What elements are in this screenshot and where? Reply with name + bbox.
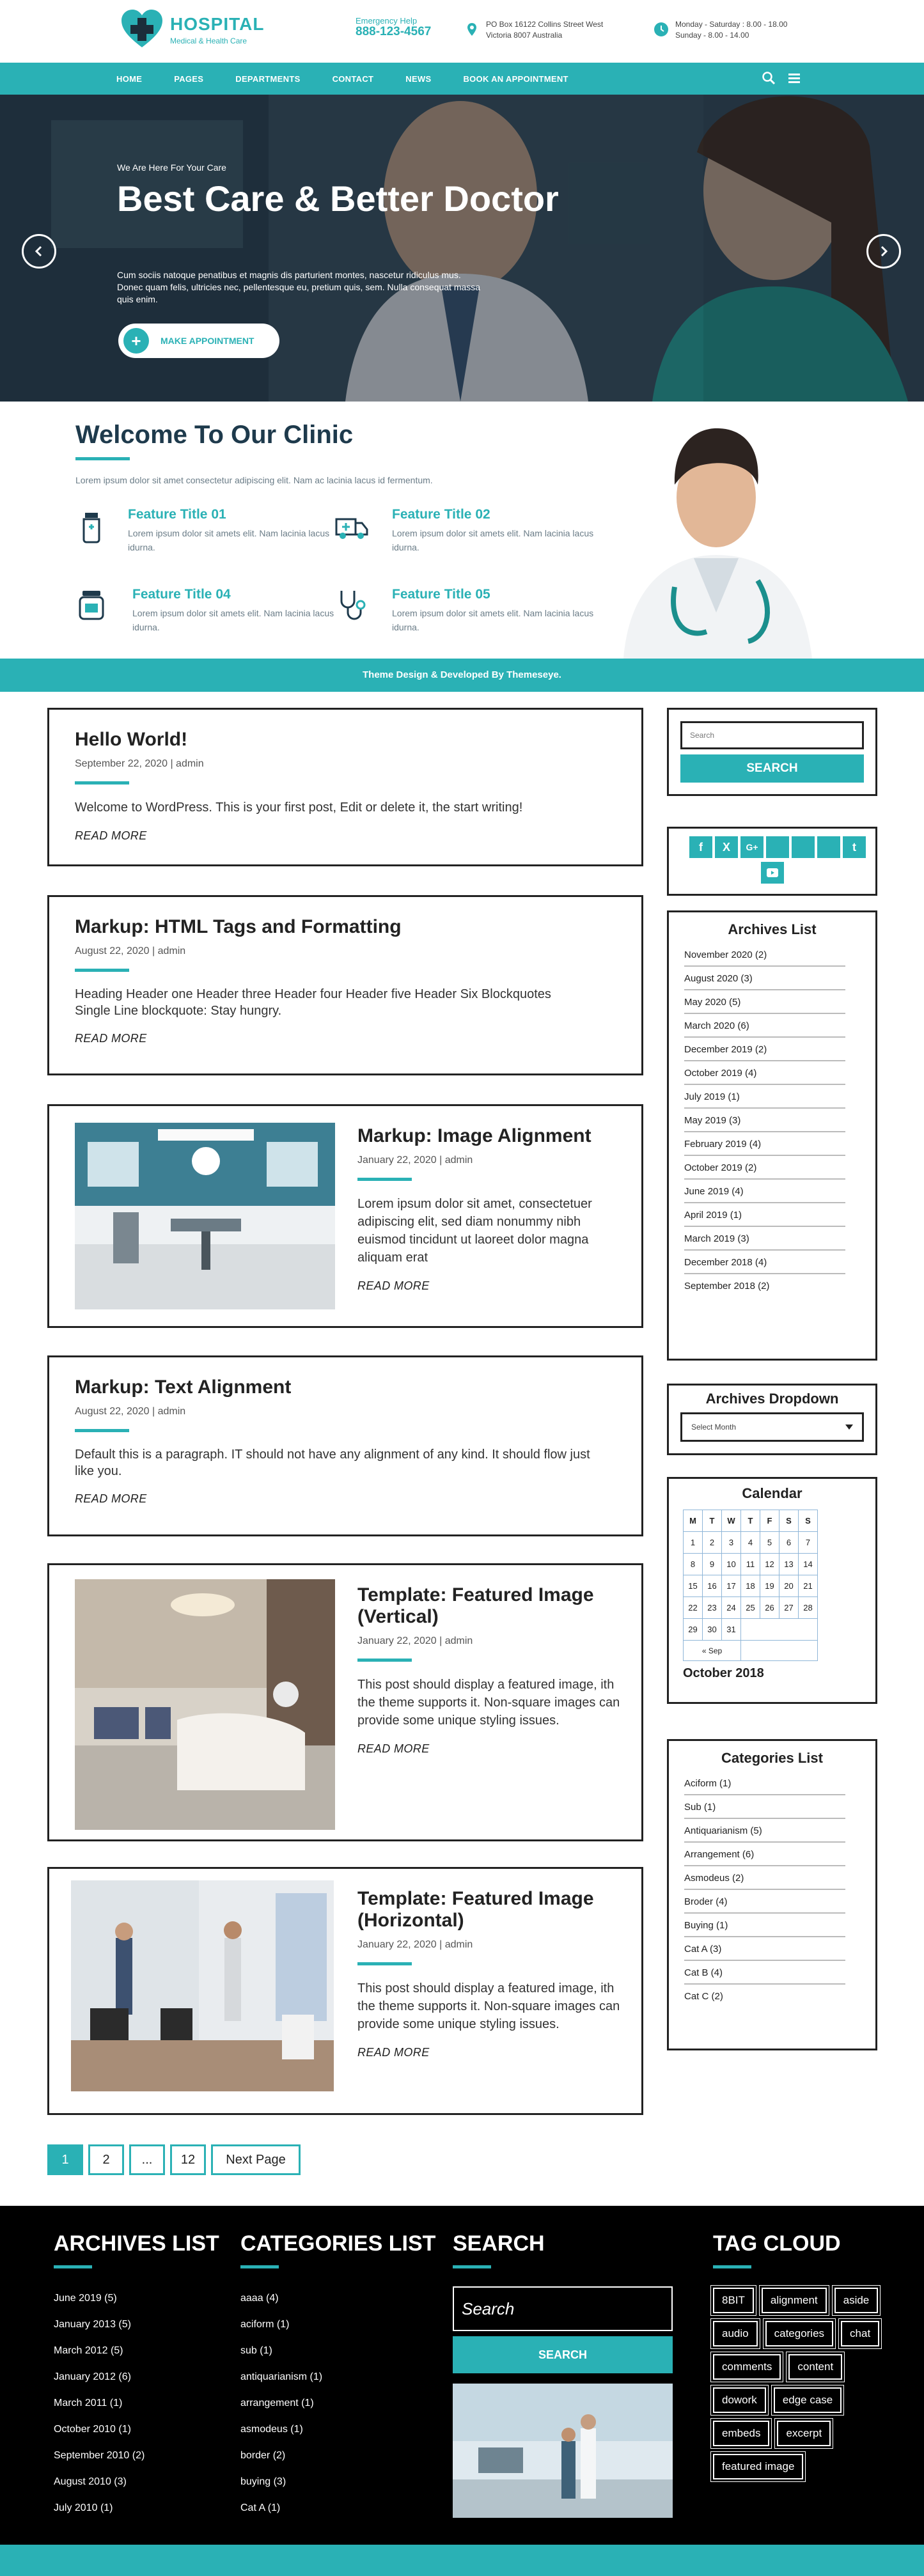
calendar-day: 10 xyxy=(722,1554,741,1575)
reception-image xyxy=(75,1579,335,1830)
footer-category-link[interactable]: asmodeus (1) xyxy=(240,2424,303,2435)
play-icon xyxy=(767,868,778,877)
archives-widget xyxy=(667,910,877,1361)
calendar-day: 30 xyxy=(703,1619,722,1641)
tag-link[interactable]: aside xyxy=(834,2288,879,2313)
calendar-day: 17 xyxy=(722,1575,741,1597)
feature-text: Lorem ipsum dolor sit amets elit. Nam lacinia lacus idurna. xyxy=(392,608,594,632)
calendar-day-header: W xyxy=(722,1510,741,1532)
calendar-day: 9 xyxy=(703,1554,722,1575)
welcome-title: Welcome To Our Clinic xyxy=(75,421,354,449)
calendar-caption: October 2018 xyxy=(683,1666,764,1680)
address-line-1: PO Box 16122 Collins Street West xyxy=(486,20,604,29)
archives-select-value: Select Month xyxy=(691,1423,737,1432)
bottom-bar xyxy=(0,2545,924,2576)
waiting-room-image xyxy=(71,1880,334,2091)
calendar-prev-month-link[interactable]: « Sep xyxy=(684,1641,741,1661)
main-navigation xyxy=(0,63,924,95)
read-more-link[interactable]: READ MORE xyxy=(357,1742,430,1755)
feature-04 xyxy=(132,587,350,634)
footer-category-link[interactable]: arrangement (1) xyxy=(240,2398,314,2408)
linkedin-icon[interactable] xyxy=(766,836,789,858)
next-page-button[interactable]: Next Page xyxy=(211,2144,301,2175)
feature-01 xyxy=(128,507,345,554)
post-title[interactable]: Hello World! xyxy=(75,729,188,750)
post-card xyxy=(47,1867,643,2115)
calendar-day: 14 xyxy=(799,1554,818,1575)
emergency-phone[interactable]: 888-123-4567 xyxy=(356,25,432,38)
archive-link[interactable]: May 2020 (5) xyxy=(684,990,845,1014)
emergency-contact xyxy=(356,15,431,37)
menu-icon[interactable] xyxy=(787,71,801,85)
operating-room-image xyxy=(75,1123,335,1309)
post-excerpt: This post should display a featured image, ith the theme supports it. Non-square images can provide some unique styling issues. xyxy=(357,1678,620,1728)
calendar-day: 21 xyxy=(799,1575,818,1597)
archive-link[interactable]: July 2019 (1) xyxy=(684,1085,845,1109)
hours-line-1: Monday - Saturday : 8.00 - 18.00 xyxy=(675,20,788,29)
footer-categories-title: CATEGORIES LIST xyxy=(240,2231,436,2256)
post-divider xyxy=(75,1429,129,1432)
footer-archive-link[interactable]: September 2010 (2) xyxy=(54,2450,145,2461)
calendar-title: Calendar xyxy=(742,1485,803,1501)
calendar-day: 11 xyxy=(741,1554,760,1575)
pagination xyxy=(47,2144,301,2175)
footer-title-underline xyxy=(453,2265,491,2268)
stethoscope-icon xyxy=(334,587,370,623)
footer-archive-link[interactable]: June 2019 (5) xyxy=(54,2293,117,2304)
feature-05 xyxy=(392,587,609,634)
post-excerpt: Default this is a paragraph. IT should not have any alignment of any kind. It should flow just like you. xyxy=(75,1448,590,1478)
nav-item-contact[interactable]: CONTACT xyxy=(332,74,374,84)
post-card xyxy=(47,708,643,866)
footer-archive-link[interactable]: August 2010 (3) xyxy=(54,2476,127,2487)
welcome-section xyxy=(0,402,924,659)
search-icon[interactable] xyxy=(762,71,776,85)
calendar-day: 8 xyxy=(684,1554,703,1575)
archive-link[interactable]: December 2019 (2) xyxy=(684,1038,845,1061)
social-widget xyxy=(667,827,877,896)
archives-dropdown-title: Archives Dropdown xyxy=(705,1391,839,1407)
calendar-day: 27 xyxy=(779,1597,799,1619)
calendar-day: 25 xyxy=(741,1597,760,1619)
hero-title: Best Care & Better Doctor xyxy=(117,178,559,219)
tag-link[interactable]: content xyxy=(788,2354,842,2380)
site-logo[interactable] xyxy=(120,8,264,51)
footer-archive-link[interactable]: January 2013 (5) xyxy=(54,2319,131,2330)
nav-item-departments[interactable]: DEPARTMENTS xyxy=(235,74,301,84)
calendar-day: 6 xyxy=(779,1532,799,1554)
slider-next-button[interactable] xyxy=(866,234,901,269)
footer-tag-cloud xyxy=(713,2231,892,2479)
calendar-day: 20 xyxy=(779,1575,799,1597)
category-link[interactable]: Antiquarianism (5) xyxy=(684,1819,845,1843)
tumblr-icon[interactable]: t xyxy=(843,836,866,858)
theme-credit-bar: Theme Design & Developed By Themeseye. xyxy=(0,659,924,692)
footer-category-link[interactable]: Cat A (1) xyxy=(240,2502,281,2513)
read-more-link[interactable]: READ MORE xyxy=(75,829,147,842)
slider-prev-button[interactable] xyxy=(22,234,56,269)
read-more-link[interactable]: READ MORE xyxy=(75,1032,147,1045)
hero-description: Cum sociis natoque penatibus et magnis dis parturient montes, nascetur ridiculus mus. Donec quam felis, ultricies nec, pellentesque eu, pretium quis, sem. Nulla consequat massa quis enim. xyxy=(117,270,481,304)
page-2-button[interactable]: 2 xyxy=(88,2144,124,2175)
footer-archive-link[interactable]: July 2010 (1) xyxy=(54,2502,113,2513)
post-meta: January 22, 2020 | admin xyxy=(357,1939,473,1950)
nav-item-pages[interactable]: PAGES xyxy=(174,74,204,84)
footer-categories xyxy=(240,2231,435,2529)
calendar-widget xyxy=(667,1477,877,1704)
feature-title[interactable]: Feature Title 04 xyxy=(132,587,231,602)
post-divider xyxy=(75,969,129,972)
post-excerpt: Heading Header one Header three Header four Header five Header Six Blockquotes Single Line blockquote: Stay hungry. xyxy=(75,987,551,1018)
footer-archives xyxy=(54,2231,219,2529)
calendar-day-header: S xyxy=(779,1510,799,1532)
footer-search-button[interactable]: SEARCH xyxy=(453,2336,673,2373)
archive-link[interactable]: August 2020 (3) xyxy=(684,967,845,990)
calendar-day: 16 xyxy=(703,1575,722,1597)
calendar-table xyxy=(683,1510,818,1661)
post-featured-image[interactable] xyxy=(71,1880,334,2091)
calendar-day-header: M xyxy=(684,1510,703,1532)
instagram-icon[interactable] xyxy=(792,836,815,858)
category-link[interactable]: Cat C (2) xyxy=(684,1991,723,2002)
footer-search-title: SEARCH xyxy=(453,2231,545,2256)
feature-text: Lorem ipsum dolor sit amets elit. Nam lacinia lacus idurna. xyxy=(392,528,594,552)
medicine-bottle-icon xyxy=(74,509,109,545)
post-card xyxy=(47,895,643,1075)
footer-category-link[interactable]: sub (1) xyxy=(240,2345,272,2356)
footer-archive-link[interactable]: March 2012 (5) xyxy=(54,2345,123,2356)
tag-link[interactable]: edge case xyxy=(774,2387,842,2413)
read-more-link[interactable]: READ MORE xyxy=(357,1279,430,1292)
post-divider xyxy=(357,1962,412,1965)
youtube-icon[interactable] xyxy=(761,862,784,884)
archives-dropdown-widget xyxy=(667,1384,877,1455)
top-header xyxy=(0,0,924,63)
post-excerpt: Lorem ipsum dolor sit amet, consectetuer adipiscing elit, sed diam nonummy nibh euismod tincidunt ut laoreet dolor magna aliquam erat xyxy=(357,1197,592,1265)
tag-link[interactable]: alignment xyxy=(762,2288,827,2313)
archive-link[interactable]: December 2018 (4) xyxy=(684,1251,845,1274)
footer-tags-title: TAG CLOUD xyxy=(713,2231,841,2256)
nav-item-book-appointment[interactable]: BOOK AN APPOINTMENT xyxy=(463,74,568,84)
category-link[interactable]: Cat A (3) xyxy=(684,1937,845,1961)
nav-item-home[interactable]: HOME xyxy=(116,74,143,84)
calendar-day: 29 xyxy=(684,1619,703,1641)
post-title[interactable]: Template: Featured Image (Vertical) xyxy=(357,1584,594,1627)
footer-category-link[interactable]: buying (3) xyxy=(240,2476,286,2487)
footer-category-link[interactable]: antiquarianism (1) xyxy=(240,2371,323,2382)
archive-link[interactable]: March 2020 (6) xyxy=(684,1014,845,1038)
post-title[interactable]: Template: Featured Image (Horizontal) xyxy=(357,1888,594,1931)
calendar-day-header: F xyxy=(760,1510,779,1532)
calendar-day: 13 xyxy=(779,1554,799,1575)
archive-link[interactable]: February 2019 (4) xyxy=(684,1132,845,1156)
emergency-label: Emergency Help xyxy=(356,16,418,26)
post-card xyxy=(47,1563,643,1841)
footer-search xyxy=(453,2231,673,2518)
google-plus-icon[interactable]: G+ xyxy=(740,836,763,858)
clock-icon xyxy=(654,22,669,37)
footer-archive-link[interactable]: October 2010 (1) xyxy=(54,2424,131,2435)
post-meta: January 22, 2020 | admin xyxy=(357,1635,473,1646)
post-title[interactable]: Markup: HTML Tags and Formatting xyxy=(75,916,402,937)
tag-link[interactable]: audio xyxy=(713,2321,758,2346)
post-excerpt: Welcome to WordPress. This is your first post, Edit or delete it, the start writing! xyxy=(75,800,523,815)
archive-link[interactable]: June 2019 (4) xyxy=(684,1180,845,1203)
calendar-day: 18 xyxy=(741,1575,760,1597)
post-meta: August 22, 2020 | admin xyxy=(75,946,186,956)
tag-link[interactable]: excerpt xyxy=(777,2421,831,2446)
archives-title: Archives List xyxy=(728,921,817,937)
calendar-day: 4 xyxy=(741,1532,760,1554)
page-ellipsis: ... xyxy=(129,2144,165,2175)
post-card xyxy=(47,1104,643,1328)
tag-link[interactable]: 8BIT xyxy=(713,2288,754,2313)
hero-pretitle: We Are Here For Your Care xyxy=(117,162,226,173)
calendar-day: 5 xyxy=(760,1532,779,1554)
calendar-day: 24 xyxy=(722,1597,741,1619)
post-divider xyxy=(357,1659,412,1662)
page-1-button[interactable]: 1 xyxy=(47,2144,83,2175)
tag-link[interactable]: chat xyxy=(841,2321,879,2346)
tag-link[interactable]: dowork xyxy=(713,2387,766,2413)
category-link[interactable]: Broder (4) xyxy=(684,1890,845,1914)
post-meta: January 22, 2020 | admin xyxy=(357,1155,473,1166)
archive-link[interactable]: May 2019 (3) xyxy=(684,1109,845,1132)
doctor-image xyxy=(598,421,834,659)
calendar-day: 22 xyxy=(684,1597,703,1619)
post-featured-image[interactable] xyxy=(75,1123,335,1309)
feature-title[interactable]: Feature Title 02 xyxy=(392,507,490,522)
make-appointment-button[interactable] xyxy=(118,324,279,358)
logo-title: HOSPITAL xyxy=(170,13,265,34)
post-excerpt: This post should display a featured image, ith the theme supports it. Non-square images can provide some unique styling issues. xyxy=(357,1981,620,2031)
archive-link[interactable]: September 2018 (2) xyxy=(684,1281,770,1292)
feature-text: Lorem ipsum dolor sit amets elit. Nam lacinia lacus idurna. xyxy=(132,608,334,632)
category-link[interactable]: Cat B (4) xyxy=(684,1961,845,1985)
footer-category-link[interactable]: aciform (1) xyxy=(240,2319,290,2330)
footer-archive-link[interactable]: January 2012 (6) xyxy=(54,2371,131,2382)
page-12-button[interactable]: 12 xyxy=(170,2144,206,2175)
feature-title[interactable]: Feature Title 01 xyxy=(128,507,226,522)
footer-title-underline xyxy=(713,2265,751,2268)
archives-select[interactable] xyxy=(680,1412,864,1442)
logo-subtitle: Medical & Health Care xyxy=(170,36,247,45)
footer-title-underline xyxy=(240,2265,279,2268)
categories-title: Categories List xyxy=(721,1750,823,1766)
category-link[interactable]: Aciform (1) xyxy=(684,1772,845,1795)
title-underline xyxy=(75,457,130,460)
location-pin-icon xyxy=(464,22,480,37)
calendar-day: 7 xyxy=(799,1532,818,1554)
post-title[interactable]: Markup: Image Alignment xyxy=(357,1125,591,1146)
search-widget xyxy=(667,708,877,796)
category-link[interactable]: Buying (1) xyxy=(684,1914,845,1937)
hours-line-2: Sunday - 8.00 - 14.00 xyxy=(675,31,749,40)
calendar-day: 31 xyxy=(722,1619,741,1641)
ambulance-icon xyxy=(334,509,370,545)
footer-archive-link[interactable]: March 2011 (1) xyxy=(54,2398,123,2408)
footer-clinic-image xyxy=(453,2384,673,2518)
footer-category-link[interactable]: aaaa (4) xyxy=(240,2293,279,2304)
calendar-day: 15 xyxy=(684,1575,703,1597)
archive-link[interactable]: October 2019 (4) xyxy=(684,1061,845,1085)
address-line-2: Victoria 8007 Australia xyxy=(486,31,563,40)
post-meta: August 22, 2020 | admin xyxy=(75,1406,186,1417)
calendar-day: 12 xyxy=(760,1554,779,1575)
calendar-day: 2 xyxy=(703,1532,722,1554)
twitter-x-icon[interactable]: X xyxy=(715,836,738,858)
plus-icon: + xyxy=(123,328,149,354)
tag-link[interactable]: comments xyxy=(713,2354,781,2380)
calendar-day: 26 xyxy=(760,1597,779,1619)
make-appointment-label: MAKE APPOINTMENT xyxy=(161,336,254,346)
welcome-description: Lorem ipsum dolor sit amet consectetur adipiscing elit. Nam ac lacinia lacus id fermentum. xyxy=(75,475,433,485)
nav-item-news[interactable]: NEWS xyxy=(405,74,432,84)
footer-search-input[interactable]: Search xyxy=(453,2286,673,2331)
feature-02 xyxy=(392,507,609,554)
pill-jar-icon xyxy=(74,587,109,623)
sidebar-search-input[interactable]: Search xyxy=(680,721,864,749)
categories-widget xyxy=(667,1739,877,2050)
post-divider xyxy=(75,781,129,785)
post-title[interactable]: Markup: Text Alignment xyxy=(75,1377,292,1398)
chevron-left-icon xyxy=(33,245,45,258)
footer-title-underline xyxy=(54,2265,92,2268)
site-footer xyxy=(0,2206,924,2545)
calendar-day-header: T xyxy=(741,1510,760,1532)
hero-slider xyxy=(0,95,924,402)
tag-link[interactable]: categories xyxy=(765,2321,833,2346)
address xyxy=(486,19,603,41)
caret-down-icon xyxy=(845,1425,853,1430)
calendar-day-header: T xyxy=(703,1510,722,1532)
calendar-pad xyxy=(741,1641,818,1661)
calendar-day: 19 xyxy=(760,1575,779,1597)
footer-category-link[interactable]: border (2) xyxy=(240,2450,286,2461)
calendar-pad xyxy=(741,1619,818,1641)
category-link[interactable]: Asmodeus (2) xyxy=(684,1866,845,1890)
heart-cross-icon xyxy=(120,8,164,51)
calendar-day: 23 xyxy=(703,1597,722,1619)
opening-hours xyxy=(675,19,787,41)
post-featured-image[interactable] xyxy=(75,1579,335,1830)
feature-title[interactable]: Feature Title 05 xyxy=(392,587,490,602)
category-link[interactable]: Sub (1) xyxy=(684,1795,845,1819)
post-meta: September 22, 2020 | admin xyxy=(75,758,204,769)
archive-link[interactable]: October 2019 (2) xyxy=(684,1156,845,1180)
chevron-right-icon xyxy=(877,245,890,258)
facebook-icon[interactable]: f xyxy=(689,836,712,858)
sidebar-search-button[interactable]: SEARCH xyxy=(680,754,864,783)
read-more-link[interactable]: READ MORE xyxy=(75,1492,147,1505)
calendar-day: 28 xyxy=(799,1597,818,1619)
calendar-day: 1 xyxy=(684,1532,703,1554)
archive-link[interactable]: November 2020 (2) xyxy=(684,943,845,967)
post-divider xyxy=(357,1178,412,1181)
read-more-link[interactable]: READ MORE xyxy=(357,2046,430,2059)
archive-link[interactable]: March 2019 (3) xyxy=(684,1227,845,1251)
calendar-day-header: S xyxy=(799,1510,818,1532)
archive-link[interactable]: April 2019 (1) xyxy=(684,1203,845,1227)
post-card xyxy=(47,1355,643,1536)
tag-link[interactable]: featured image xyxy=(713,2454,803,2479)
calendar-day: 3 xyxy=(722,1532,741,1554)
category-link[interactable]: Arrangement (6) xyxy=(684,1843,845,1866)
pinterest-icon[interactable] xyxy=(817,836,840,858)
tag-link[interactable]: embeds xyxy=(713,2421,769,2446)
footer-archives-title: ARCHIVES LIST xyxy=(54,2231,219,2256)
feature-text: Lorem ipsum dolor sit amets elit. Nam lacinia lacus idurna. xyxy=(128,528,330,552)
